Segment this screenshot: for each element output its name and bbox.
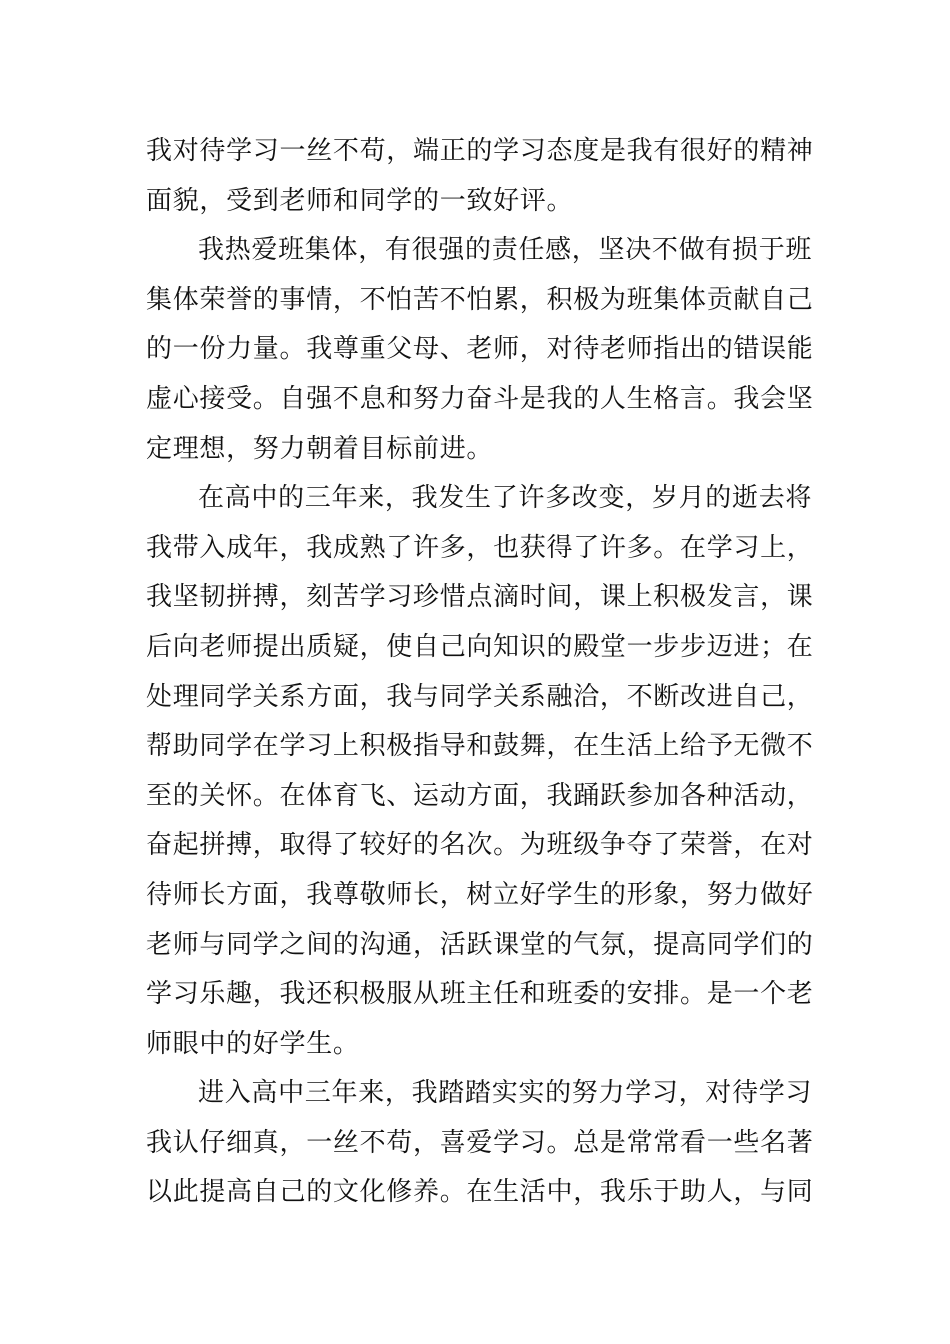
- text-line: 学习乐趣，我还积极服从班主任和班委的安排。是一个老: [146, 979, 814, 1010]
- text-line: 集体荣誉的事情，不怕苦不怕累，积极为班集体贡献自己: [146, 284, 814, 315]
- text-line: 面貌，受到老师和同学的一致好评。: [146, 185, 574, 216]
- paragraph-4: [146, 1069, 814, 1218]
- text-line: 奋起拼搏，取得了较好的名次。为班级争夺了荣誉，在对: [146, 830, 814, 861]
- text-line: 我对待学习一丝不苟，端正的学习态度是我有很好的精神: [146, 136, 814, 166]
- text-line: 师眼中的好学生。: [146, 1028, 360, 1059]
- text-line: 我带入成年，我成熟了许多，也获得了许多。在学习上，: [146, 532, 814, 563]
- paragraph-1: [146, 127, 814, 226]
- text-line: 我认仔细真，一丝不苟，喜爱学习。总是常常看一些名著: [146, 1127, 814, 1158]
- text-line: 老师与同学之间的沟通，活跃课堂的气氛，提高同学们的: [146, 929, 814, 960]
- text-line: 至的关怀。在体育飞、运动方面，我踊跃参加各种活动，: [146, 780, 814, 811]
- text-line: 处理同学关系方面，我与同学关系融洽，不断改进自己，: [146, 681, 814, 712]
- text-line: 定理想，努力朝着目标前进。: [146, 433, 494, 464]
- text-line: 以此提高自己的文化修养。在生活中，我乐于助人，与同: [146, 1177, 814, 1208]
- text-line: 后向老师提出质疑，使自己向知识的殿堂一步步迈进；在: [146, 631, 814, 662]
- text-line: 帮助同学在学习上积极指导和鼓舞，在生活上给予无微不: [146, 731, 814, 762]
- paragraph-3: [146, 474, 814, 1069]
- text-line: 待师长方面，我尊敬师长，树立好学生的形象，努力做好: [146, 879, 814, 910]
- text-line: 在高中的三年来，我发生了许多改变，岁月的逝去将: [198, 483, 813, 514]
- document-body: [146, 127, 814, 1218]
- text-line: 的一份力量。我尊重父母、老师，对待老师指出的错误能: [146, 334, 814, 365]
- text-line: 进入高中三年来，我踏踏实实的努力学习，对待学习: [198, 1078, 813, 1109]
- paragraph-2: [146, 226, 814, 474]
- text-line: 我热爱班集体，有很强的责任感，坚决不做有损于班: [198, 235, 813, 266]
- text-line: 我坚韧拼搏，刻苦学习珍惜点滴时间，课上积极发言，课: [146, 582, 814, 613]
- text-line: 虚心接受。自强不息和努力奋斗是我的人生格言。我会坚: [146, 383, 814, 414]
